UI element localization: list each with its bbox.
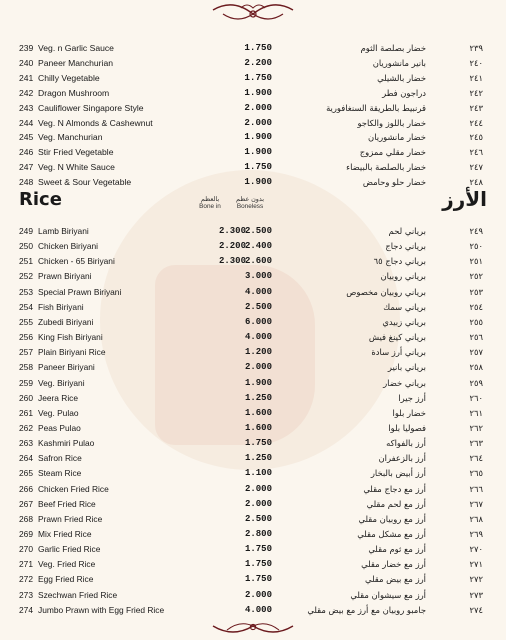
item-number-arabic: ٢٥٠ — [469, 241, 483, 252]
item-name-arabic: خضار بالشيلي — [377, 72, 426, 83]
menu-item-row — [0, 55, 506, 71]
item-number-arabic: ٢٥٤ — [469, 301, 483, 312]
rice-item-row — [0, 587, 506, 603]
item-number-arabic: ٢٤٢ — [469, 87, 483, 98]
boneless-price: 2.500 — [244, 513, 272, 524]
boneless-price: 4.000 — [244, 286, 272, 297]
boneless-price: 1.100 — [244, 468, 272, 479]
item-number: 244 — [19, 117, 34, 128]
item-name-arabic: أرز مع بيض مقلي — [365, 574, 426, 585]
item-name-arabic: برياني أرز سادة — [371, 347, 426, 358]
menu-item-row — [0, 159, 506, 175]
rice-item-row — [0, 390, 506, 406]
boneless-price: 4.000 — [244, 604, 272, 615]
menu-item-row — [0, 115, 506, 131]
boneless-price: 1.250 — [244, 392, 272, 403]
item-number-arabic: ٢٣٩ — [469, 43, 483, 53]
rice-item-row — [0, 541, 506, 557]
rice-item-row — [0, 481, 506, 497]
item-name: Veg. N Almonds & Cashewnut — [38, 117, 153, 128]
item-name: Veg. n Garlic Sauce — [38, 43, 114, 53]
item-name: Kashmiri Pulao — [38, 438, 95, 449]
item-number-arabic: ٢٤٩ — [469, 226, 483, 236]
item-number: 253 — [19, 286, 33, 297]
item-number-arabic: ٢٤١ — [469, 72, 483, 83]
item-number-arabic: ٢٤٧ — [469, 162, 483, 173]
item-number-arabic: ٢٦٥ — [469, 468, 483, 479]
boneless-price: 2.800 — [244, 529, 272, 539]
boneless-price: 1.200 — [244, 347, 272, 358]
rice-item-row — [0, 223, 506, 239]
item-name: Veg. Pulao — [38, 407, 79, 418]
item-name-arabic: خضار حلو وحامض — [362, 177, 426, 188]
item-number: 260 — [19, 392, 33, 403]
item-name: Lamb Biriyani — [38, 226, 89, 236]
item-name: Special Prawn Biriyani — [38, 286, 122, 297]
item-name: Jumbo Prawn with Egg Fried Rice — [38, 604, 165, 615]
item-number-arabic: ٢٧٢ — [469, 574, 483, 585]
item-name-arabic: برياني خضار — [383, 377, 426, 388]
item-name-arabic: بانير مانشوريان — [372, 57, 426, 68]
boneless-price: 2.400 — [244, 241, 272, 252]
item-number-arabic: ٢٤٨ — [469, 177, 483, 188]
boneless-column-header: بدون عظم Boneless — [236, 196, 264, 210]
item-price: 2.000 — [244, 101, 272, 113]
item-number-arabic: ٢٥٥ — [469, 316, 483, 327]
item-name-arabic: أرز مع لحم مقلي — [366, 498, 426, 509]
boneless-price: 2.500 — [244, 301, 272, 312]
item-number-arabic: ٢٦٠ — [469, 392, 483, 403]
boneless-price: 1.750 — [244, 559, 272, 570]
item-name-arabic: أرز مع دجاج مقلي — [363, 483, 426, 494]
item-name-arabic: برياني روبيان — [380, 271, 426, 282]
item-number: 274 — [19, 604, 33, 615]
item-number: 254 — [19, 301, 33, 312]
item-number-arabic: ٢٤٣ — [469, 102, 483, 113]
item-number-arabic: ٢٥٩ — [469, 377, 483, 388]
item-number-arabic: ٢٤٦ — [469, 147, 483, 158]
item-name: Chicken Biriyani — [38, 241, 99, 252]
item-number: 255 — [19, 316, 33, 327]
rice-item-row — [0, 511, 506, 527]
rice-item-row — [0, 465, 506, 481]
item-name: Cauliflower Singapore Style — [38, 102, 144, 113]
item-number: 251 — [19, 256, 33, 267]
item-number-arabic: ٢٤٠ — [469, 57, 483, 68]
item-name-arabic: دراجون فطر — [382, 87, 426, 98]
item-price: 1.900 — [244, 176, 272, 188]
rice-item-row — [0, 420, 506, 436]
item-number-arabic: ٢٦٨ — [469, 513, 483, 524]
item-number-arabic: ٢٧٠ — [469, 544, 483, 555]
item-name-arabic: أرز بالزعفران — [378, 453, 426, 464]
rice-section-title-arabic: الأرز — [442, 187, 487, 211]
rice-item-row — [0, 359, 506, 375]
item-name: Veg. N White Sauce — [38, 162, 115, 173]
boneless-price: 1.750 — [244, 438, 272, 449]
item-number-arabic: ٢٦٤ — [469, 453, 483, 464]
menu-item-row — [0, 85, 506, 101]
item-price: 1.900 — [244, 146, 272, 158]
boneless-price: 1.750 — [244, 544, 272, 555]
boneless-price: 6.000 — [244, 316, 272, 327]
item-number-arabic: ٢٥٧ — [469, 347, 483, 358]
item-name: Plain Biriyani Rice — [38, 347, 106, 358]
boneless-price: 1.900 — [244, 377, 272, 388]
item-name-arabic: برياني دجاج ٦٥ — [373, 256, 426, 267]
boneless-price: 1.600 — [244, 407, 272, 418]
item-name: Veg. Manchurian — [38, 132, 103, 143]
item-name-arabic: خضار باللوز والكاجو — [357, 117, 426, 128]
item-number: 266 — [19, 483, 33, 494]
item-name: Sweet & Sour Vegetable — [38, 177, 132, 188]
item-name: Mix Fried Rice — [38, 529, 92, 539]
item-name-arabic: برياني زبيدي — [382, 316, 426, 327]
item-name-arabic: برياني سمك — [383, 301, 426, 312]
item-name-arabic: خضار بصلصة الثوم — [360, 43, 426, 53]
boneless-price: 2.600 — [244, 256, 272, 267]
item-name: Veg. Fried Rice — [38, 559, 96, 570]
bottom-ornament-icon — [203, 618, 303, 640]
item-name: Prawn Fried Rice — [38, 513, 103, 524]
item-number-arabic: ٢٤٤ — [469, 117, 483, 128]
item-name-arabic: برياني كينغ فيش — [368, 332, 426, 343]
item-number-arabic: ٢٦٦ — [469, 483, 483, 494]
item-number-arabic: ٢٤٥ — [469, 132, 483, 143]
item-name: Chicken - 65 Biriyani — [38, 256, 115, 267]
item-number-arabic: ٢٦٢ — [469, 422, 483, 433]
boneless-price: 2.000 — [244, 498, 272, 509]
item-number: 264 — [19, 453, 33, 464]
item-number-arabic: ٢٧٤ — [469, 604, 483, 615]
item-name: Jeera Rice — [38, 392, 79, 403]
item-name-arabic: برياني دجاج — [385, 241, 426, 252]
boneless-price: 2.500 — [244, 226, 272, 236]
boneless-price: 2.000 — [244, 362, 272, 373]
rice-item-row — [0, 571, 506, 587]
item-name-arabic: خضار مانشوريان — [368, 132, 426, 143]
item-name-arabic: أرز مع ثوم مقلي — [368, 544, 426, 555]
item-number: 246 — [19, 147, 34, 158]
item-price: 2.000 — [244, 116, 272, 128]
item-name: Paneer Manchurian — [38, 57, 114, 68]
item-number: 270 — [19, 544, 33, 555]
rice-item-row — [0, 284, 506, 300]
rice-item-row — [0, 329, 506, 345]
menu-item-row — [0, 70, 506, 86]
item-name: King Fish Biriyani — [38, 332, 103, 343]
item-price: 2.200 — [244, 56, 272, 68]
item-number: 271 — [19, 559, 33, 570]
item-name-arabic: برياني روبيان مخصوص — [346, 286, 426, 297]
rice-item-row — [0, 556, 506, 572]
item-number-arabic: ٢٧٣ — [469, 589, 483, 600]
bone-in-price: 2.200 — [218, 241, 246, 252]
item-name: Chicken Fried Rice — [38, 483, 109, 494]
item-price: 1.750 — [244, 42, 272, 53]
menu-item-row — [0, 129, 506, 145]
item-number: 256 — [19, 332, 33, 343]
item-name-arabic: أرز مع روبيان مقلي — [358, 513, 426, 524]
item-name: Fish Biriyani — [38, 301, 84, 312]
item-name-arabic: أرز جيرا — [398, 392, 426, 403]
boneless-price: 2.000 — [244, 589, 272, 600]
item-number: 241 — [19, 72, 34, 83]
item-name-arabic: خضار بالصلصة بالبيضاء — [346, 162, 426, 173]
menu-item-row — [0, 144, 506, 160]
item-name: Steam Rice — [38, 468, 82, 479]
item-name: Beef Fried Rice — [38, 498, 96, 509]
rice-item-row — [0, 375, 506, 391]
item-number: 258 — [19, 362, 33, 373]
rice-section-title: Rice — [19, 189, 62, 210]
boneless-price: 1.600 — [244, 422, 272, 433]
rice-item-row — [0, 268, 506, 284]
item-number: 240 — [19, 57, 34, 68]
rice-item-row — [0, 405, 506, 421]
item-name: Paneer Biriyani — [38, 362, 95, 373]
item-name: Stir Fried Vegetable — [38, 147, 114, 158]
boneless-price: 1.250 — [244, 453, 272, 464]
rice-item-row — [0, 299, 506, 315]
item-number: 248 — [19, 177, 34, 188]
item-number-arabic: ٢٦١ — [469, 407, 483, 418]
item-name-arabic: أرز مع خضار مقلي — [361, 559, 426, 570]
rice-item-row — [0, 314, 506, 330]
item-number: 265 — [19, 468, 33, 479]
item-price: 1.900 — [244, 86, 272, 98]
item-number-arabic: ٢٥٨ — [469, 362, 483, 373]
item-name-arabic: برياني لحم — [388, 226, 426, 236]
item-number-arabic: ٢٧١ — [469, 559, 483, 570]
rice-item-row — [0, 496, 506, 512]
item-number: 257 — [19, 347, 33, 358]
item-number: 243 — [19, 102, 34, 113]
item-number: 261 — [19, 407, 33, 418]
item-number: 250 — [19, 241, 33, 252]
item-name: Veg. Biriyani — [38, 377, 85, 388]
item-number-arabic: ٢٥١ — [469, 256, 483, 267]
item-price: 1.750 — [244, 161, 272, 173]
boneless-price: 2.000 — [244, 483, 272, 494]
item-number: 267 — [19, 498, 33, 509]
rice-item-row — [0, 238, 506, 254]
menu-item-row — [0, 40, 506, 56]
item-name-arabic: قرنبيط بالطريقة السنغافورية — [326, 102, 426, 113]
item-name-arabic: أرز مع مشكل مقلي — [357, 529, 426, 539]
item-name-arabic: خضار بلوا — [392, 407, 426, 418]
item-name-arabic: برياني بانير — [387, 362, 426, 373]
item-number: 268 — [19, 513, 33, 524]
bone-in-price: 2.300 — [218, 226, 246, 236]
item-number-arabic: ٢٦٧ — [469, 498, 483, 509]
rice-item-row — [0, 526, 506, 542]
rice-item-row — [0, 450, 506, 466]
item-number: 273 — [19, 589, 33, 600]
item-number: 259 — [19, 377, 33, 388]
item-name-arabic: جامبو روبيان مع أرز مع بيض مقلي — [307, 604, 426, 615]
rice-item-row — [0, 435, 506, 451]
bone-in-price: 2.300 — [218, 256, 246, 267]
rice-item-row — [0, 253, 506, 269]
item-name: Safron Rice — [38, 453, 82, 464]
item-name: Peas Pulao — [38, 422, 81, 433]
item-number-arabic: ٢٥٢ — [469, 271, 483, 282]
item-number-arabic: ٢٥٦ — [469, 332, 483, 343]
item-number-arabic: ٢٦٣ — [469, 438, 483, 449]
item-price: 1.750 — [244, 71, 272, 83]
item-number: 263 — [19, 438, 33, 449]
item-name-arabic: أرز أبيض بالبخار — [370, 468, 426, 479]
item-name-arabic: فصوليا بلوا — [388, 422, 426, 433]
item-name: Szechwan Fried Rice — [38, 589, 118, 600]
item-number: 252 — [19, 271, 33, 282]
item-number: 242 — [19, 87, 34, 98]
item-number: 247 — [19, 162, 34, 173]
boneless-price: 1.750 — [244, 574, 272, 585]
item-name: Prawn Biriyani — [38, 271, 92, 282]
item-number-arabic: ٢٦٩ — [469, 529, 483, 539]
item-name: Garlic Fried Rice — [38, 544, 101, 555]
boneless-price: 3.000 — [244, 271, 272, 282]
item-name-arabic: خضار مقلي ممزوج — [359, 147, 426, 158]
bone-in-column-header: بالعظم Bone in — [199, 196, 221, 210]
item-name: Egg Fried Rice — [38, 574, 94, 585]
item-number: 272 — [19, 574, 33, 585]
item-name-arabic: أرز بالفواكه — [386, 438, 426, 449]
item-name: Dragon Mushroom — [38, 87, 110, 98]
item-number: 239 — [19, 43, 34, 53]
menu-item-row — [0, 100, 506, 116]
item-number: 262 — [19, 422, 33, 433]
item-price: 1.900 — [244, 131, 272, 143]
top-ornament-icon — [203, 0, 303, 28]
item-number: 269 — [19, 529, 33, 539]
rice-item-row — [0, 344, 506, 360]
item-name-arabic: أرز مع سيشوان مقلي — [350, 589, 426, 600]
item-number: 249 — [19, 226, 33, 236]
boneless-price: 4.000 — [244, 332, 272, 343]
item-name: Zubedi Biriyani — [38, 316, 94, 327]
item-number: 245 — [19, 132, 34, 143]
item-name: Chilly Vegetable — [38, 72, 100, 83]
rice-item-row — [0, 602, 506, 618]
item-number-arabic: ٢٥٣ — [469, 286, 483, 297]
